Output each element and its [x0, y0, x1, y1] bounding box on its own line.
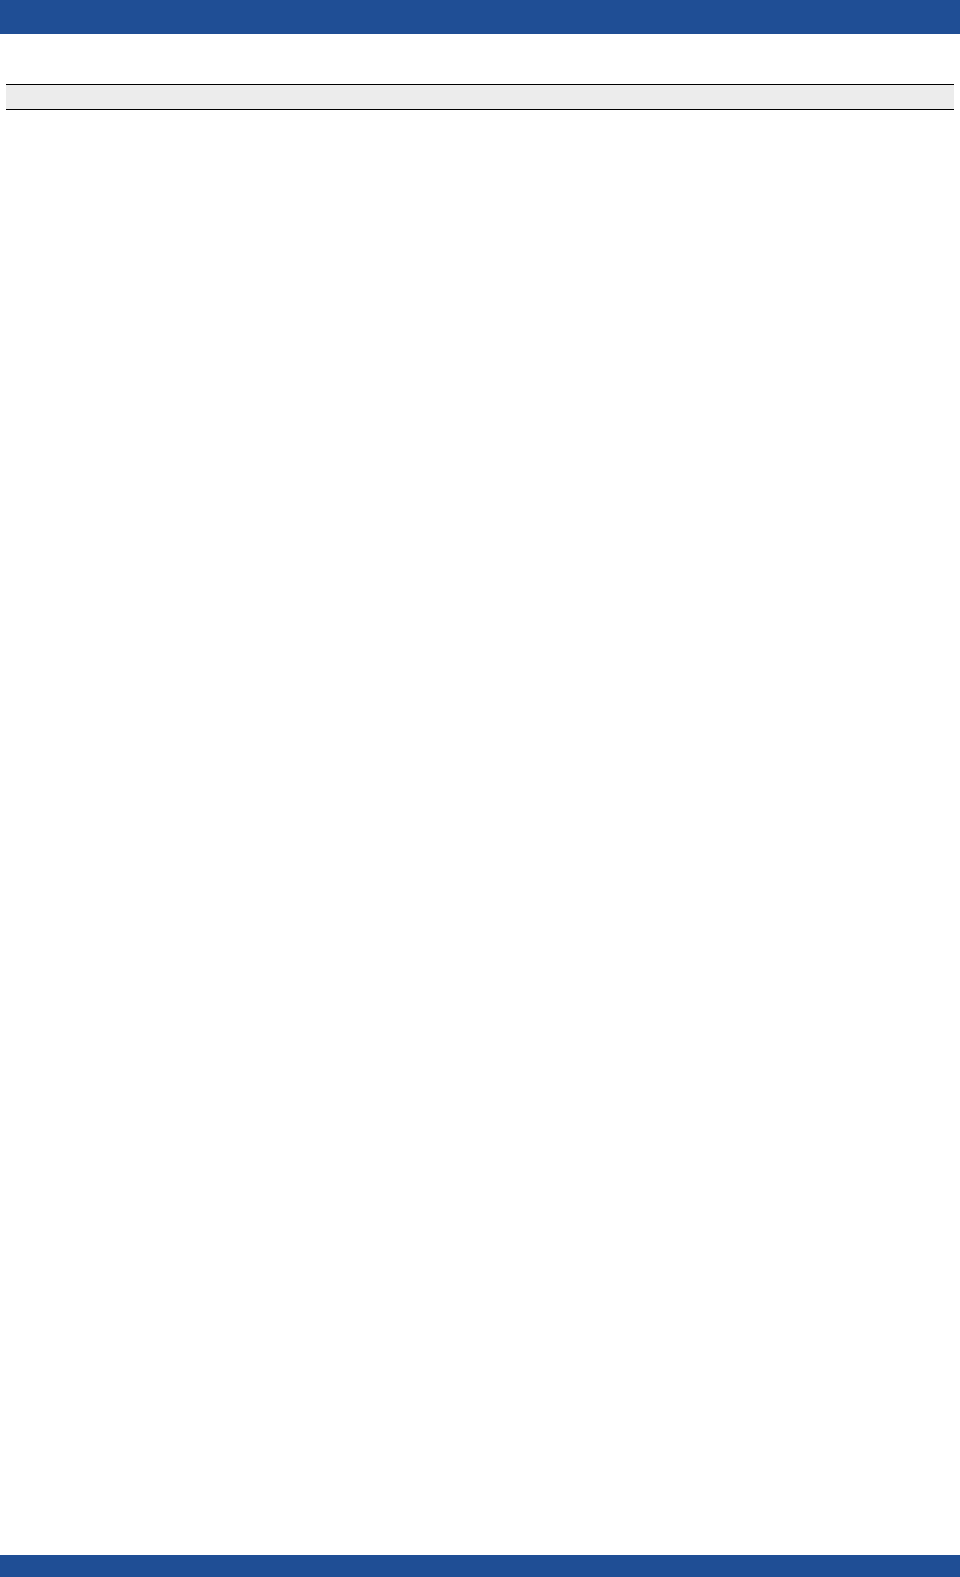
- footer-bar: [0, 1555, 960, 1577]
- document-header-bar: [0, 0, 960, 34]
- table-header: [6, 84, 954, 110]
